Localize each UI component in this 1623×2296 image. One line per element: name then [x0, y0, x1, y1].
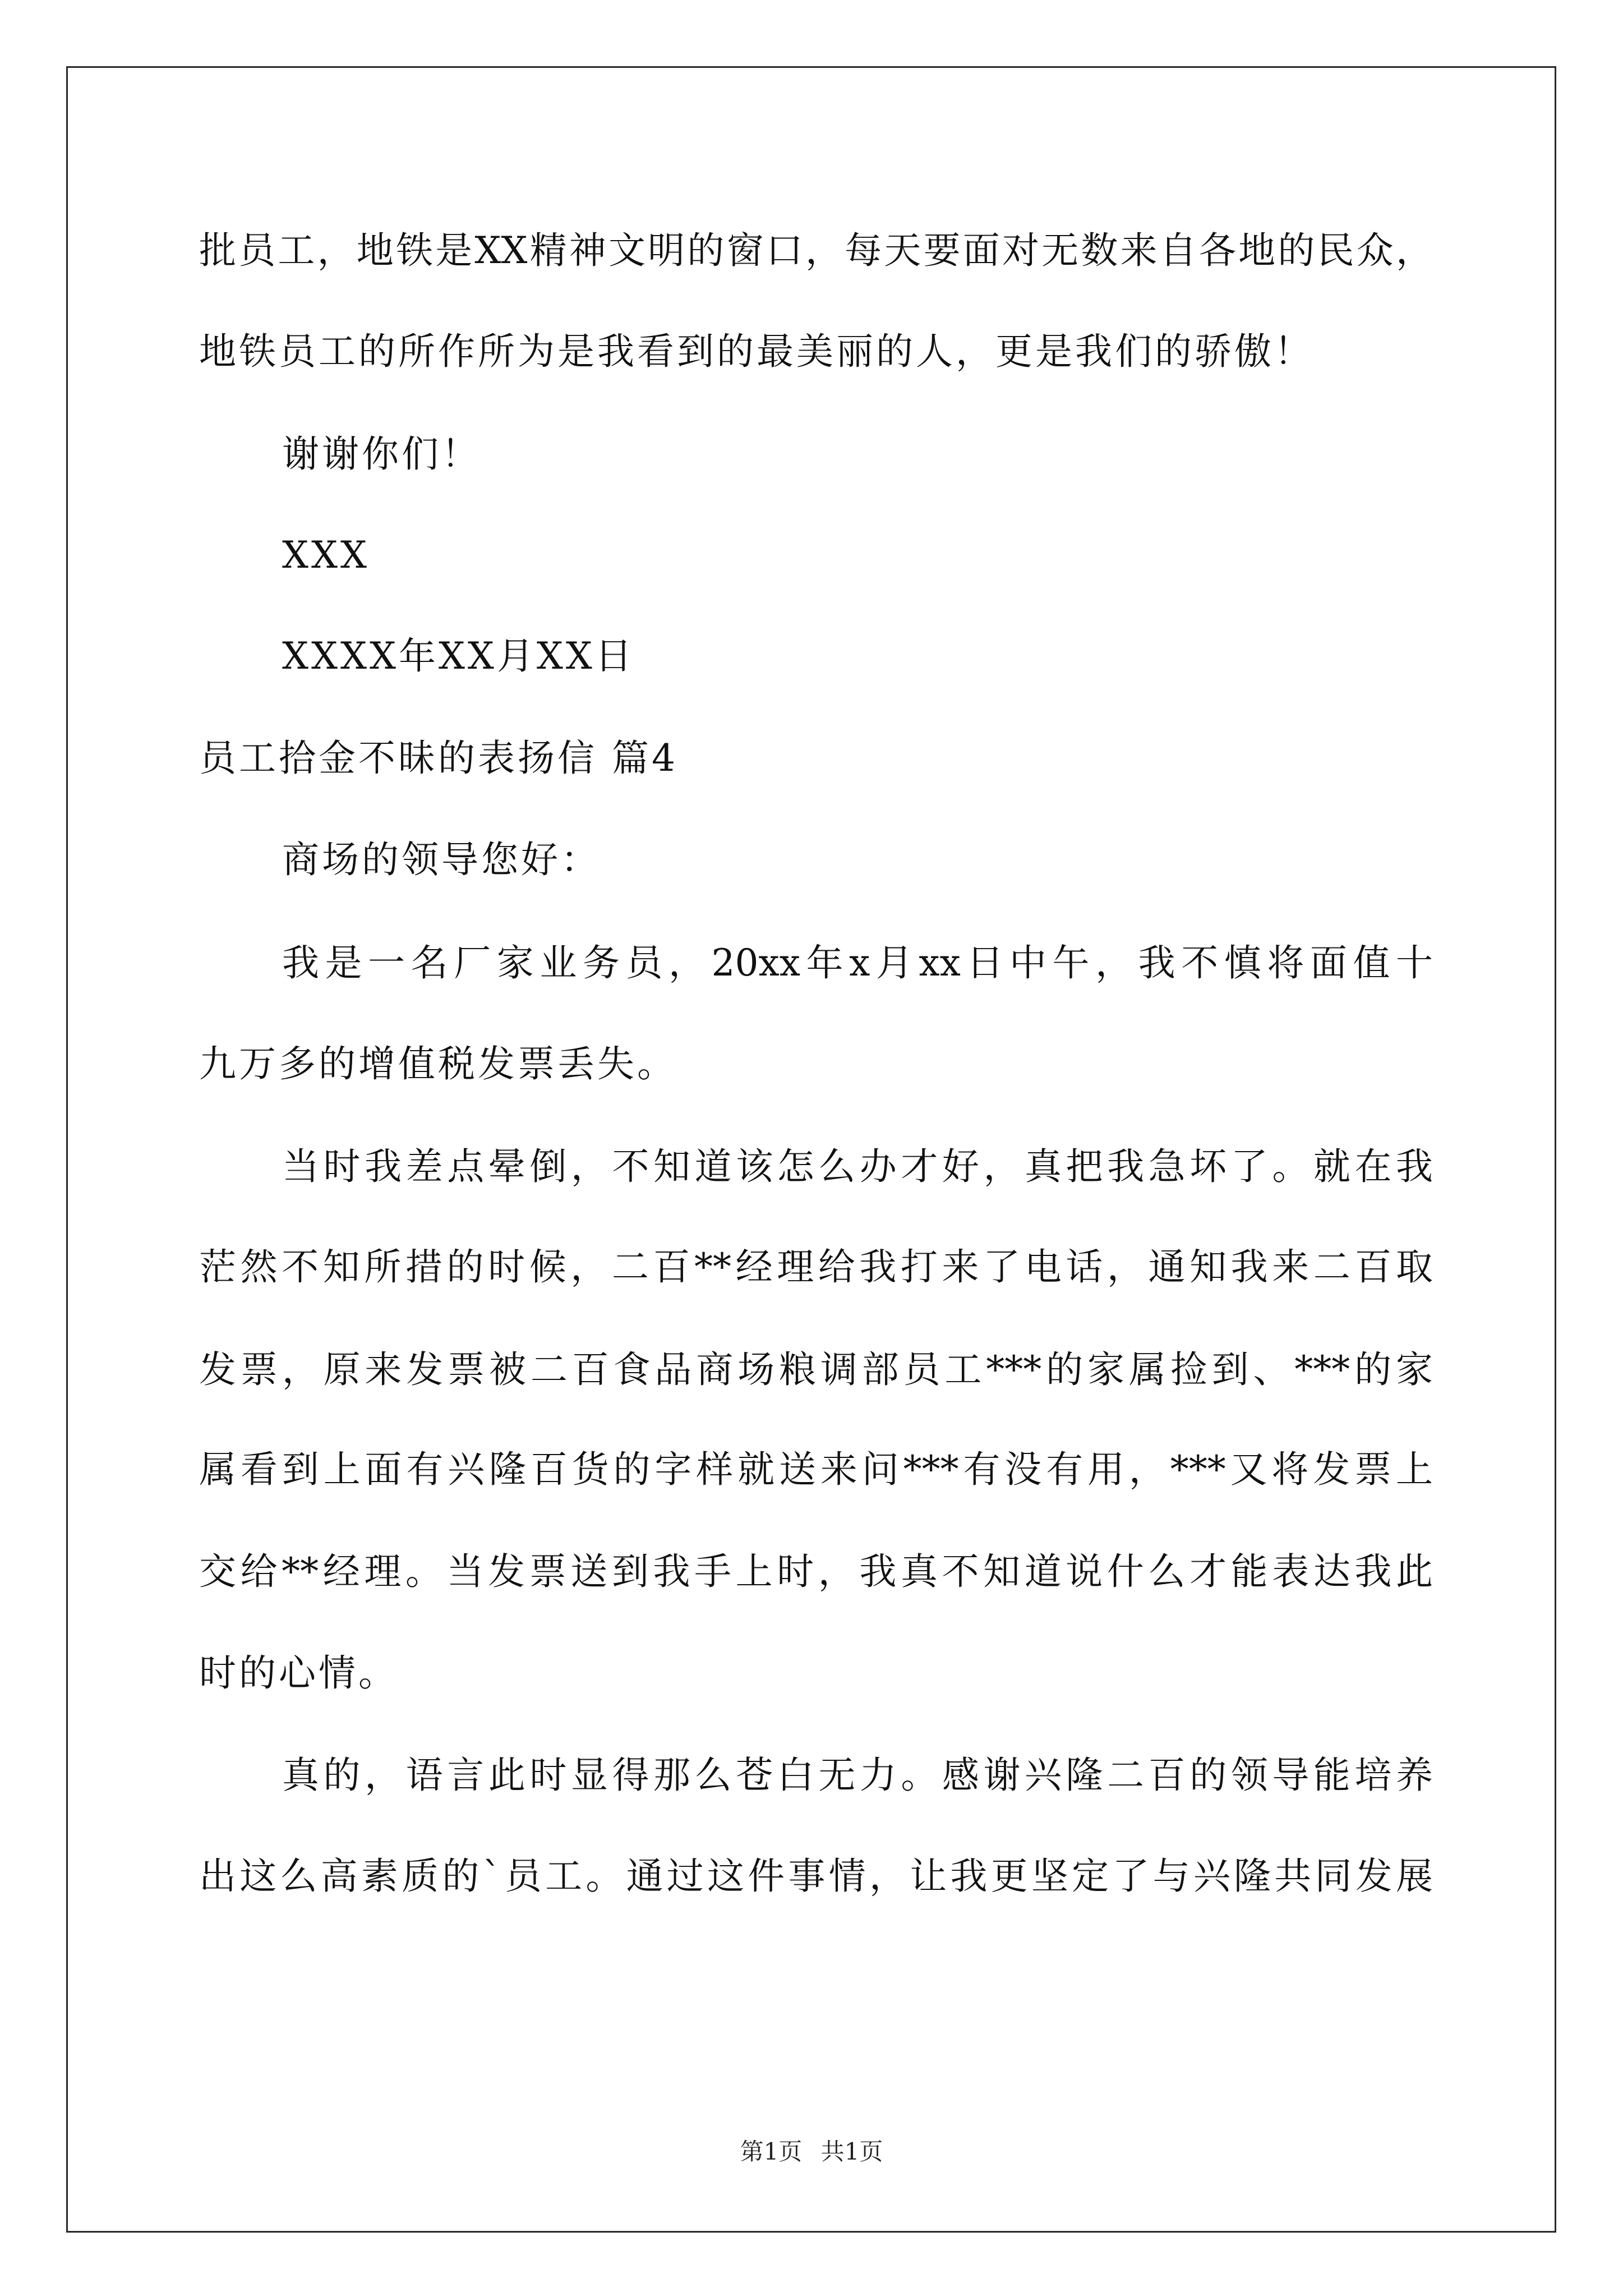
- page-number: 第1页: [740, 2138, 803, 2165]
- page-footer: [0, 2136, 1623, 2168]
- page-total: 共1页: [820, 2138, 883, 2165]
- text-line: 九万多的增值税发票丢失。: [199, 1042, 677, 1085]
- text-line: 批员工，地铁是XX精神文明的窗口，每天要面对无数来自各地的民众，: [199, 229, 1433, 272]
- text-line: 交给**经理。当发票送到我手上时，我真不知道说什么才能表达我此: [199, 1550, 1433, 1593]
- signature-name: XXX: [282, 533, 370, 577]
- text-line: 时的心情。: [199, 1651, 398, 1695]
- text-line: 我是一名厂家业务员，20xx年x月xx日中午，我不慎将面值十: [282, 941, 1433, 984]
- section-heading: 员工拾金不昧的表扬信 篇4: [199, 737, 678, 780]
- text-line: 真的，语言此时显得那么苍白无力。感谢兴隆二百的领导能培养: [282, 1754, 1433, 1797]
- salutation: 商场的领导您好：: [282, 838, 601, 881]
- signature-date: XXXX年XX月XX日: [282, 634, 635, 678]
- text-line: 谢谢你们！: [282, 432, 481, 476]
- text-line: 茫然不知所措的时候，二百**经理给我打来了电话，通知我来二百取: [199, 1245, 1433, 1289]
- text-line: 属看到上面有兴隆百货的字样就送来问***有没有用，***又将发票上: [199, 1448, 1433, 1491]
- text-line: 当时我差点晕倒，不知道该怎么办才好，真把我急坏了。就在我: [282, 1145, 1433, 1188]
- text-line: 出这么高素质的`员工。通过这件事情，让我更坚定了与兴隆共同发展: [199, 1855, 1433, 1898]
- text-line: 地铁员工的所作所为是我看到的最美丽的人，更是我们的骄傲！: [199, 330, 1314, 373]
- text-line: 发票，原来发票被二百食品商场粮调部员工***的家属捡到、***的家: [199, 1348, 1433, 1391]
